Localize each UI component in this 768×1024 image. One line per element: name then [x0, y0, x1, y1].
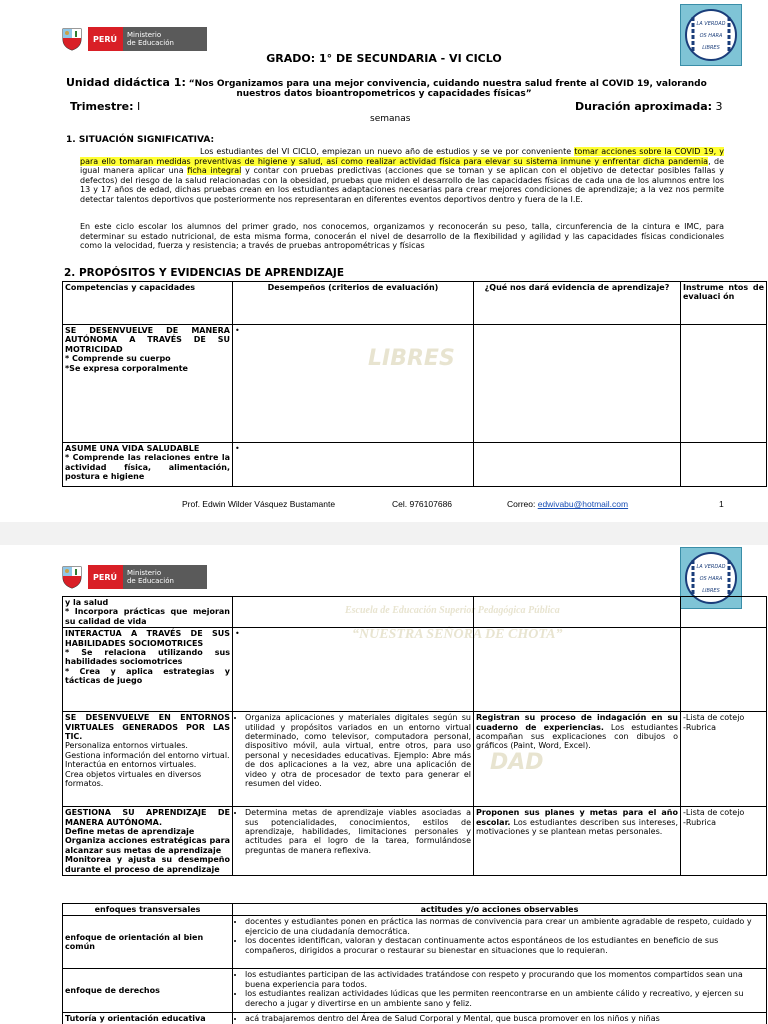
propositos-table-continued: [62, 596, 767, 876]
propositos-heading: 2. PROPÓSITOS Y EVIDENCIAS DE APRENDIZAJE: [64, 267, 345, 279]
table-row: [63, 807, 767, 876]
watermark-text: Escuela de Educación Superior Pedagógica Pública: [345, 605, 560, 616]
table-row: [63, 325, 767, 443]
watermark-text: “NUESTRA SEÑORA DE CHOTA”: [352, 627, 563, 642]
ministerio-label: Ministerio de Educación: [123, 27, 207, 51]
situacion-paragraph-1: Los estudiantes del VI CICLO, empiezan un nuevo año de estudios y se ve por conveniente tomar acciones sobre la COVID 19, y para ello tomaran medidas preventivas de higiene y salud, así como realizar actividad física para elevar su sistema inmune y enfrentar dicha pandemia, de igual manera aplicar una ficha integral y contar con pruebas predictivas (acciones que se toman y se aplican con el objetivo de detectar posibles fallas y defectos) del riesgo de la salud relacionadas con la obesidad, pruebas que miden el desarrollo de las capacidades físicas de cada una de los alumnos entre los 13 y 17 años de edad, dichas pruebas crean en los estudiantes adaptaciones necesarias para crear mejores condiciones de aprendizaje; a la vez nos permite detectar talentos deportivos que posteriormente nos representaran en diferentes eventos deportivos dentro y fuera de la I.E.: [80, 147, 724, 204]
actitudes-cell: • acá trabajaremos dentro del Área de Salud Corporal y Mental, que busca promover en los niños y niñas: [233, 1013, 767, 1024]
competencia-cell: SE DESENVUELVE DE MANERA AUTÓNOMA A TRAVÉS DE SU MOTRICIDAD * Comprende su cuerpo *Se expresa corporalmente: [63, 325, 233, 443]
enfoques-header-row: [63, 904, 767, 916]
footer-correo: Correo: edwivabu@hotmail.com: [507, 499, 629, 509]
svg-text:LIBRES: LIBRES: [702, 45, 720, 51]
document-page-2: [0, 545, 768, 1024]
competencia-cell: ASUME UNA VIDA SALUDABLE * Comprende las relaciones entre la actividad física, alimentación, postura e higiene: [63, 443, 233, 487]
email-link[interactable]: edwivabu@hotmail.com: [537, 499, 629, 509]
actitudes-cell: • los estudiantes participan de las actividades tratándose con respeto y procurando que los momentos compartidos sean una buena experiencia para todos. • los estudiantes realizan actividades lúdicas que les permiten reencontrarse en un ambiente cálido y recreativo, y ejercen su derecho a jugar y divertirse en un ambiente sano y feliz.: [233, 969, 767, 1013]
desempeno-cell: • Organiza aplicaciones y materiales digitales según su utilidad y propósitos variados en un entorno virtual determinado, como televisor, computadora personal, dispositivo móvil, aula virtual, entre otros, para uso personal y necesidades educativas. Ejemplo: Abre más de dos aplicaciones a la vez, abre una aplicación de video y otra de procesador de texto para generar el resumen del video.: [233, 712, 474, 807]
competencia-cell: GESTIONA SU APRENDIZAJE DE MANERA AUTÓNOMA. Define metas de aprendizaje Organiza acciones estratégicas para alcanzar sus metas de aprendizaje Monitorea y ajusta su desempeño durante el proceso de aprendizaje: [63, 807, 233, 876]
desempeno-cell: •: [233, 628, 474, 712]
ministerio-label: Ministerio de Educación: [123, 565, 207, 589]
minedu-logo: [60, 26, 207, 52]
col-header-desempenos: Desempeños (criterios de evaluación): [233, 282, 474, 325]
grade-title: GRADO: 1° DE SECUNDARIA - VI CICLO: [266, 52, 502, 65]
table-row: [63, 443, 767, 487]
table-row: [63, 969, 767, 1013]
situacion-paragraph-2: En este ciclo escolar los alumnos del primer grado, nos conocemos, organizamos y reconocerán su peso, talla, circunferencia de la cintura e IMC, para determinar su estado nutricional, de esta misma forma, conocerán el nivel de desarrollo de la flexibilidad y agilidad y las capacidades físicas condicionales como la velocidad, fuerza y resistencia; a través de pruebas antropométricas y físicas: [80, 222, 724, 250]
propositos-table: [62, 281, 767, 487]
footer-cel: Cel. 976107686: [392, 499, 453, 509]
competencia-cell: y la salud * Incorpora prácticas que mejoran su calidad de vida: [63, 597, 233, 628]
trimestre: Trimestre: I: [70, 100, 141, 113]
evidencia-cell: [474, 443, 681, 487]
peru-label: PERÚ: [88, 565, 123, 589]
col-header-instrumentos: Instrume ntos de evaluaci ón: [681, 282, 767, 325]
evidencia-cell: [474, 628, 681, 712]
instrumento-cell: [681, 628, 767, 712]
unit-title: Unidad didáctica 1: “Nos Organizamos para una mejor convivencia, cuidando nuestra salud frente al COVID 19, valorando: [66, 76, 707, 89]
svg-text:OS HARA: OS HARA: [699, 576, 723, 582]
unit-title-line2: nuestros datos bioantropometricos y capacidades físicas”: [236, 89, 532, 99]
enfoque-cell: enfoque de orientación al bien común: [63, 916, 233, 969]
desempeno-cell: •: [233, 325, 474, 443]
actitudes-cell: • docentes y estudiantes ponen en práctica las normas de convivencia para crear un ambiente agradable de respeto, cuidado y ejercicio de una ciudadanía democrática. • los docentes identifican, valoran y destacan continuamente actos espontáneos de los estudiantes en beneficio de sus compañeros, dirigidos a procurar o restaurar su bienestar en situaciones que lo requieran.: [233, 916, 767, 969]
semanas: semanas: [370, 114, 411, 124]
table-row: [63, 628, 767, 712]
page-number: 1: [719, 499, 724, 509]
peru-coat-of-arms-icon: [60, 26, 84, 52]
situacion-heading: 1. SITUACIÓN SIGNIFICATIVA:: [66, 135, 215, 145]
evidencia-cell: [474, 325, 681, 443]
table-row: [63, 1013, 767, 1024]
enfoque-cell: Tutoría y orientación educativa: [63, 1013, 233, 1024]
desempeno-cell: [233, 597, 474, 628]
enfoque-cell: enfoque de derechos: [63, 969, 233, 1013]
watermark-text: LIBRES: [368, 346, 455, 371]
svg-text:LIBRES: LIBRES: [702, 588, 720, 594]
col-header-evidencia: ¿Qué nos dará evidencia de aprendizaje?: [474, 282, 681, 325]
footer-prof: Prof. Edwin Wilder Vásquez Bustamante: [182, 499, 336, 509]
peru-coat-of-arms-icon: [60, 564, 84, 590]
enfoques-table: [62, 903, 767, 1024]
duracion: Duración aproximada: 3: [575, 100, 723, 113]
evidencia-cell: Registran su proceso de indagación en su cuaderno de experiencias. Los estudiantes acompañan sus explicaciones con dibujos o gráficos (Paint, Word, Excel).: [474, 712, 681, 807]
competencia-cell: INTERACTUA A TRAVÉS DE SUS HABILIDADES SOCIOMOTRICES * Se relaciona utilizando sus habilidades sociomotrices * Crea y aplica estrategias y tácticas de juego: [63, 628, 233, 712]
peru-label: PERÚ: [88, 27, 123, 51]
col-header-actitudes: actitudes y/o acciones observables: [233, 904, 767, 916]
minedu-logo: [60, 564, 207, 590]
desempeno-cell: •: [233, 443, 474, 487]
table-row: [63, 597, 767, 628]
evidencia-cell: Proponen sus planes y metas para el año escolar. Los estudiantes describen sus intereses, motivaciones y se plantean metas personales.: [474, 807, 681, 876]
instrumento-cell: [681, 443, 767, 487]
instrumento-cell: -Lista de cotejo -Rubrica: [681, 712, 767, 807]
instrumento-cell: [681, 597, 767, 628]
instrumento-cell: [681, 325, 767, 443]
col-header-competencias: Competencias y capacidades: [63, 282, 233, 325]
table-row: [63, 916, 767, 969]
evidencia-cell: [474, 597, 681, 628]
table-row: [63, 712, 767, 807]
svg-text:OS HARA: OS HARA: [699, 33, 723, 39]
competencia-cell: SE DESENVUELVE EN ENTORNOS VIRTUALES GENERADOS POR LAS TIC. Personaliza entornos virtuales. Gestiona información del entorno virtual. Interactúa en entornos virtuales. Crea objetos virtuales en diversos formatos.: [63, 712, 233, 807]
col-header-enfoques: enfoques transversales: [63, 904, 233, 916]
watermark-text: DAD: [490, 750, 544, 775]
svg-text:LA VERDAD: LA VERDAD: [696, 21, 726, 27]
instrumento-cell: -Lista de cotejo -Rubrica: [681, 807, 767, 876]
svg-text:LA VERDAD: LA VERDAD: [696, 564, 726, 570]
table-header-row: [63, 282, 767, 325]
desempeno-cell: • Determina metas de aprendizaje viables asociadas a sus potencialidades, conocimientos, estilos de aprendizaje, habilidades, limitaciones personales y actitudes para el logro de la tarea, formulándose preguntas de manera reflexiva.: [233, 807, 474, 876]
